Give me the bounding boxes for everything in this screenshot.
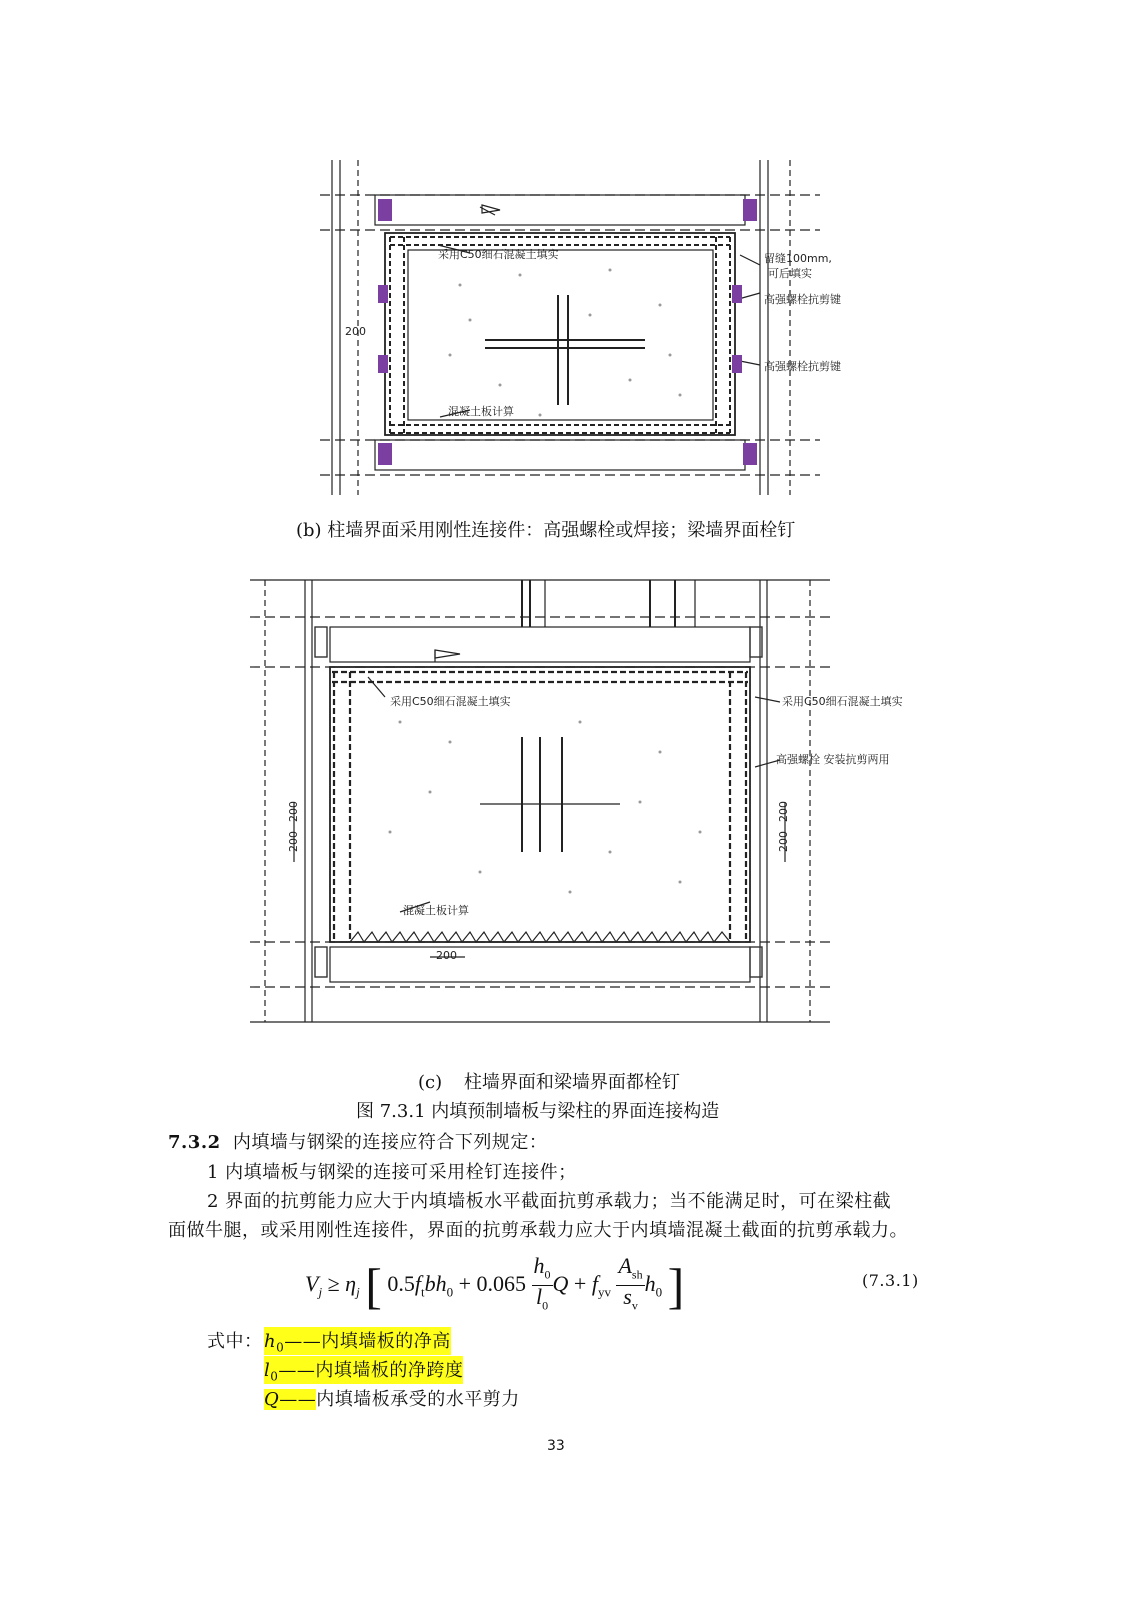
formula-q: Q bbox=[552, 1270, 569, 1296]
figure-c-drawing bbox=[250, 572, 830, 1032]
formula-h0b: h bbox=[644, 1270, 656, 1296]
figure-c-caption bbox=[418, 1068, 680, 1094]
formula-fraction-h0-l0 bbox=[532, 1255, 553, 1317]
figure-c-note-right-fill: 采用C50细石混凝土填实 bbox=[782, 695, 903, 708]
figure-b-note-top-fill: 采用C50细石混凝土填实 bbox=[438, 248, 559, 261]
figure-b-note-bottom: 混凝土板计算 bbox=[448, 405, 514, 418]
section-title: 内填墙与钢梁的连接应符合下列规定： bbox=[232, 1132, 548, 1153]
formula-frac-num: h bbox=[533, 1253, 545, 1278]
formula-plus-2: + bbox=[573, 1270, 587, 1296]
formula-h0-sub: 0 bbox=[446, 1284, 454, 1300]
figure-b-note-gap2: 可后填实 bbox=[768, 267, 812, 280]
definition-q-sym: Q bbox=[264, 1389, 280, 1410]
formula-fraction-ash-sv bbox=[616, 1255, 644, 1317]
definition-h0 bbox=[264, 1327, 451, 1355]
formula-h0b-sub: 0 bbox=[655, 1284, 663, 1300]
figure-c-caption-text: 柱墙界面和梁墙界面都栓钉 bbox=[463, 1072, 680, 1093]
figure-c-dim-bottom: 200 bbox=[436, 949, 457, 962]
definition-l0-sub: 0 bbox=[270, 1369, 279, 1384]
definition-l0-dash: —— bbox=[278, 1360, 316, 1381]
formula-c2: 0.065 bbox=[476, 1270, 527, 1296]
definition-h0-sym: h bbox=[264, 1331, 277, 1352]
figure-c-note-bottom: 混凝土板计算 bbox=[403, 904, 469, 917]
formula-frac-den: l bbox=[535, 1284, 543, 1310]
formula-7-3-1 bbox=[305, 1255, 684, 1315]
formula-ash: A bbox=[618, 1253, 632, 1278]
figure-b-drawing bbox=[320, 155, 840, 505]
figure-c-note-top-fill: 采用C50细石混凝土填实 bbox=[390, 695, 511, 708]
figure-b-dim-left: 200 bbox=[345, 325, 366, 338]
figure-b-note-bolt1: 高强螺栓抗剪键 bbox=[764, 293, 841, 306]
formula-lhs-v: V bbox=[305, 1270, 319, 1296]
formula-eta-sub: j bbox=[356, 1284, 360, 1300]
formula-ash-sub: sh bbox=[631, 1267, 643, 1282]
formula-frac-den-sub: 0 bbox=[542, 1298, 549, 1313]
formula-ft-sub: t bbox=[420, 1284, 425, 1300]
formula-ge: ≥ bbox=[327, 1270, 340, 1296]
formula-fyv: f bbox=[591, 1270, 598, 1296]
formula-left-bracket: [ bbox=[365, 1257, 382, 1314]
section-heading bbox=[168, 1128, 547, 1154]
section-item-2-line-1: 2 界面的抗剪能力应大于内填墙板水平截面抗剪承载力；当不能满足时，可在梁柱截 bbox=[207, 1191, 892, 1212]
formula-lhs-sub: j bbox=[318, 1284, 323, 1300]
formula-sv: s bbox=[623, 1284, 632, 1310]
definition-l0-text: 内填墙板的净跨度 bbox=[315, 1360, 464, 1381]
figure-b-caption: (b) 柱墙界面采用刚性连接件：高强螺栓或焊接；梁墙界面栓钉 bbox=[296, 520, 796, 541]
figure-c-dim-left-2: 200 bbox=[287, 831, 300, 852]
formula-ft: f bbox=[414, 1270, 421, 1296]
section-number: 7.3.2 bbox=[168, 1132, 221, 1153]
formula-bh: bh bbox=[424, 1270, 447, 1296]
figure-c-dim-left-1: 200 bbox=[287, 801, 300, 822]
page-number: 33 bbox=[547, 1438, 565, 1454]
definition-q-dash: —— bbox=[279, 1389, 317, 1410]
figure-title: 图 7.3.1 内填预制墙板与梁柱的界面连接构造 bbox=[356, 1101, 720, 1122]
figure-c-dim-right-1: 200 bbox=[777, 801, 790, 822]
definitions-intro: 式中： bbox=[207, 1331, 263, 1352]
formula-fyv-sub: yv bbox=[597, 1284, 611, 1300]
formula-frac-num-sub: 0 bbox=[544, 1267, 551, 1282]
formula-number: (7.3.1) bbox=[862, 1271, 919, 1290]
definition-h0-text: 内填墙板的净高 bbox=[321, 1331, 451, 1352]
formula-eta: η bbox=[345, 1270, 357, 1296]
section-item-1: 1 内填墙板与钢梁的连接可采用栓钉连接件； bbox=[207, 1162, 577, 1183]
formula-plus-1: + bbox=[458, 1270, 472, 1296]
definition-q-text: 内填墙板承受的水平剪力 bbox=[316, 1389, 520, 1410]
formula-right-bracket: ] bbox=[667, 1257, 685, 1314]
figure-c-dim-right-2: 200 bbox=[777, 831, 790, 852]
definition-l0-sym: l bbox=[264, 1360, 271, 1381]
figure-c-note-bolt: 高强螺栓 安装抗剪两用 bbox=[776, 753, 890, 766]
formula-c1: 0.5 bbox=[387, 1270, 415, 1296]
definition-h0-dash: —— bbox=[284, 1331, 322, 1352]
definition-q bbox=[264, 1385, 520, 1411]
figure-b-note-bolt2: 高强螺栓抗剪键 bbox=[764, 360, 841, 373]
section-item-2-line-2: 面做牛腿，或采用刚性连接件，界面的抗剪承载力应大于内填墙混凝土截面的抗剪承载力。 bbox=[168, 1220, 908, 1241]
definition-h0-sub: 0 bbox=[276, 1340, 285, 1355]
definition-l0 bbox=[264, 1356, 463, 1384]
formula-sv-sub: v bbox=[631, 1298, 638, 1313]
figure-c-caption-label: (c) bbox=[418, 1072, 443, 1093]
figure-b-note-gap: 留缝100mm, bbox=[764, 252, 832, 265]
